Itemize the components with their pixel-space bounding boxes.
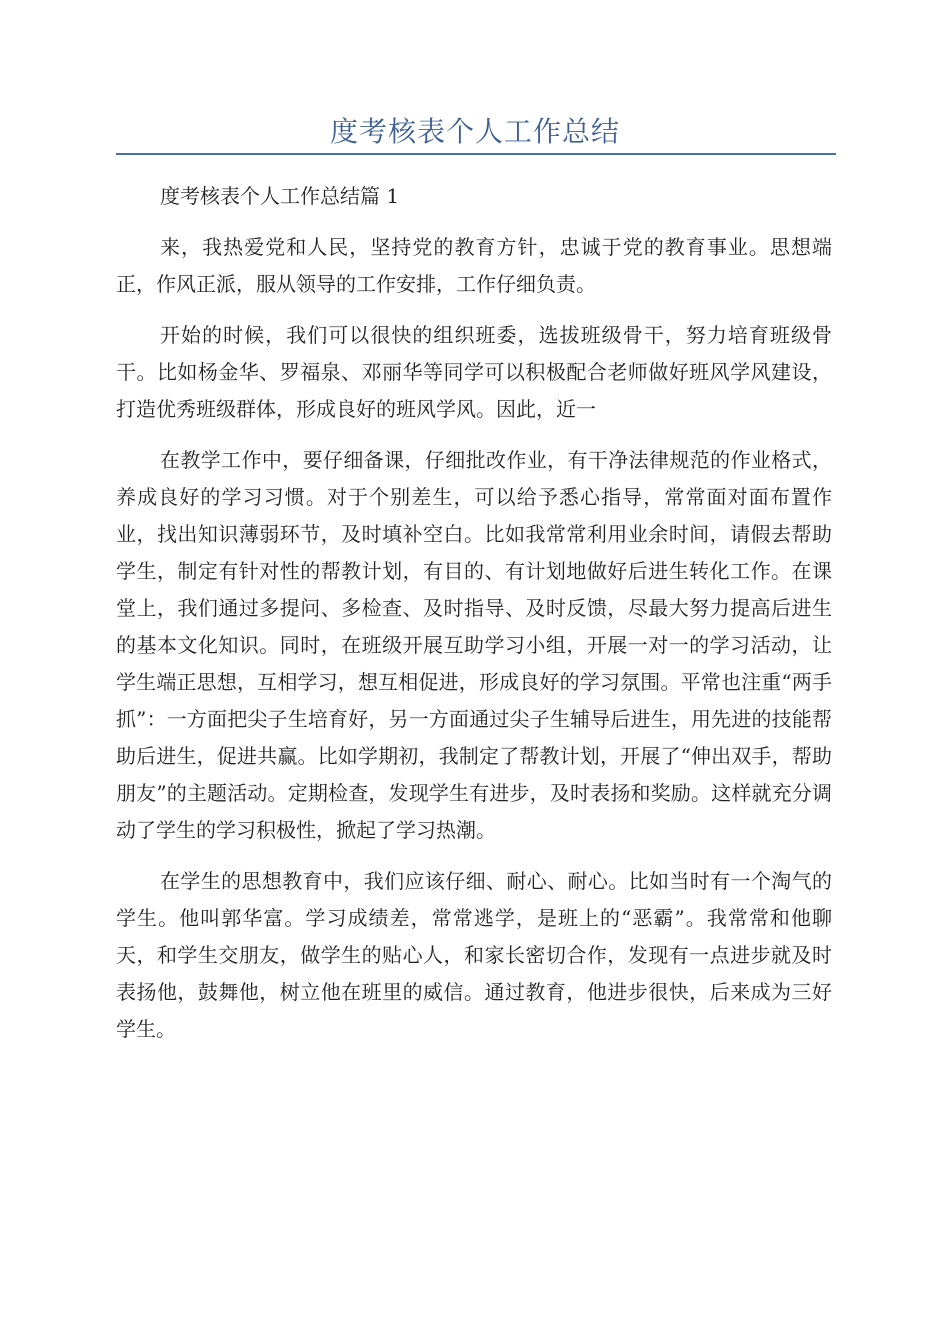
section-heading: 度考核表个人工作总结篇 1 — [160, 184, 400, 208]
paragraph-4: 在学生的思想教育中，我们应该仔细、耐心、耐心。比如当时有一个淘气的学生。他叫郭华富。学习成绩差，常常逃学，是班上的“恶霸”。我常常和他聊天，和学生交朋友，做学生的贴心人，和家长密切合作，发现有一点进步就及时表扬他，鼓舞他，树立他在班里的威信。通过教育，他进步很快，后来成为三好学生。 — [116, 869, 832, 1041]
paragraph-2: 开始的时候，我们可以很快的组织班委，选拔班级骨干，努力培育班级骨干。比如杨金华、罗福泉、邓丽华等同学可以积极配合老师做好班风学风建设，打造优秀班级群体，形成良好的班风学风。因此，近一 — [116, 323, 832, 421]
paragraph-1: 来，我热爱党和人民，坚持党的教育方针，忠诚于党的教育事业。思想端正，作风正派，服从领导的工作安排，工作仔细负责。 — [116, 235, 832, 296]
title-underline — [116, 153, 836, 155]
document-title: 度考核表个人工作总结 — [329, 115, 620, 148]
paragraph-3: 在教学工作中，要仔细备课，仔细批改作业，有干净法律规范的作业格式，养成良好的学习习惯。对于个别差生，可以给予悉心指导，常常面对面布置作业，找出知识薄弱环节，及时填补空白。比如我常常利用业余时间，请假去帮助学生，制定有针对性的帮教计划，有目的、有计划地做好后进生转化工作。在课堂上，我们通过多提问、多检查、及时指导、及时反馈，尽最大努力提高后进生的基本文化知识。同时，在班级开展互助学习小组，开展一对一的学习活动，让学生端正思想，互相学习，想互相促进，形成良好的学习氛围。平常也注重“两手抓”：一方面把尖子生培育好，另一方面通过尖子生辅导后进生，用先进的技能帮助后进生，促进共赢。比如学期初，我制定了帮教计划，开展了“伸出双手，帮助朋友”的主题活动。定期检查，发现学生有进步，及时表扬和奖励。这样就充分调动了学生的学习积极性，掀起了学习热潮。 — [116, 448, 832, 842]
document-body — [116, 178, 832, 1062]
